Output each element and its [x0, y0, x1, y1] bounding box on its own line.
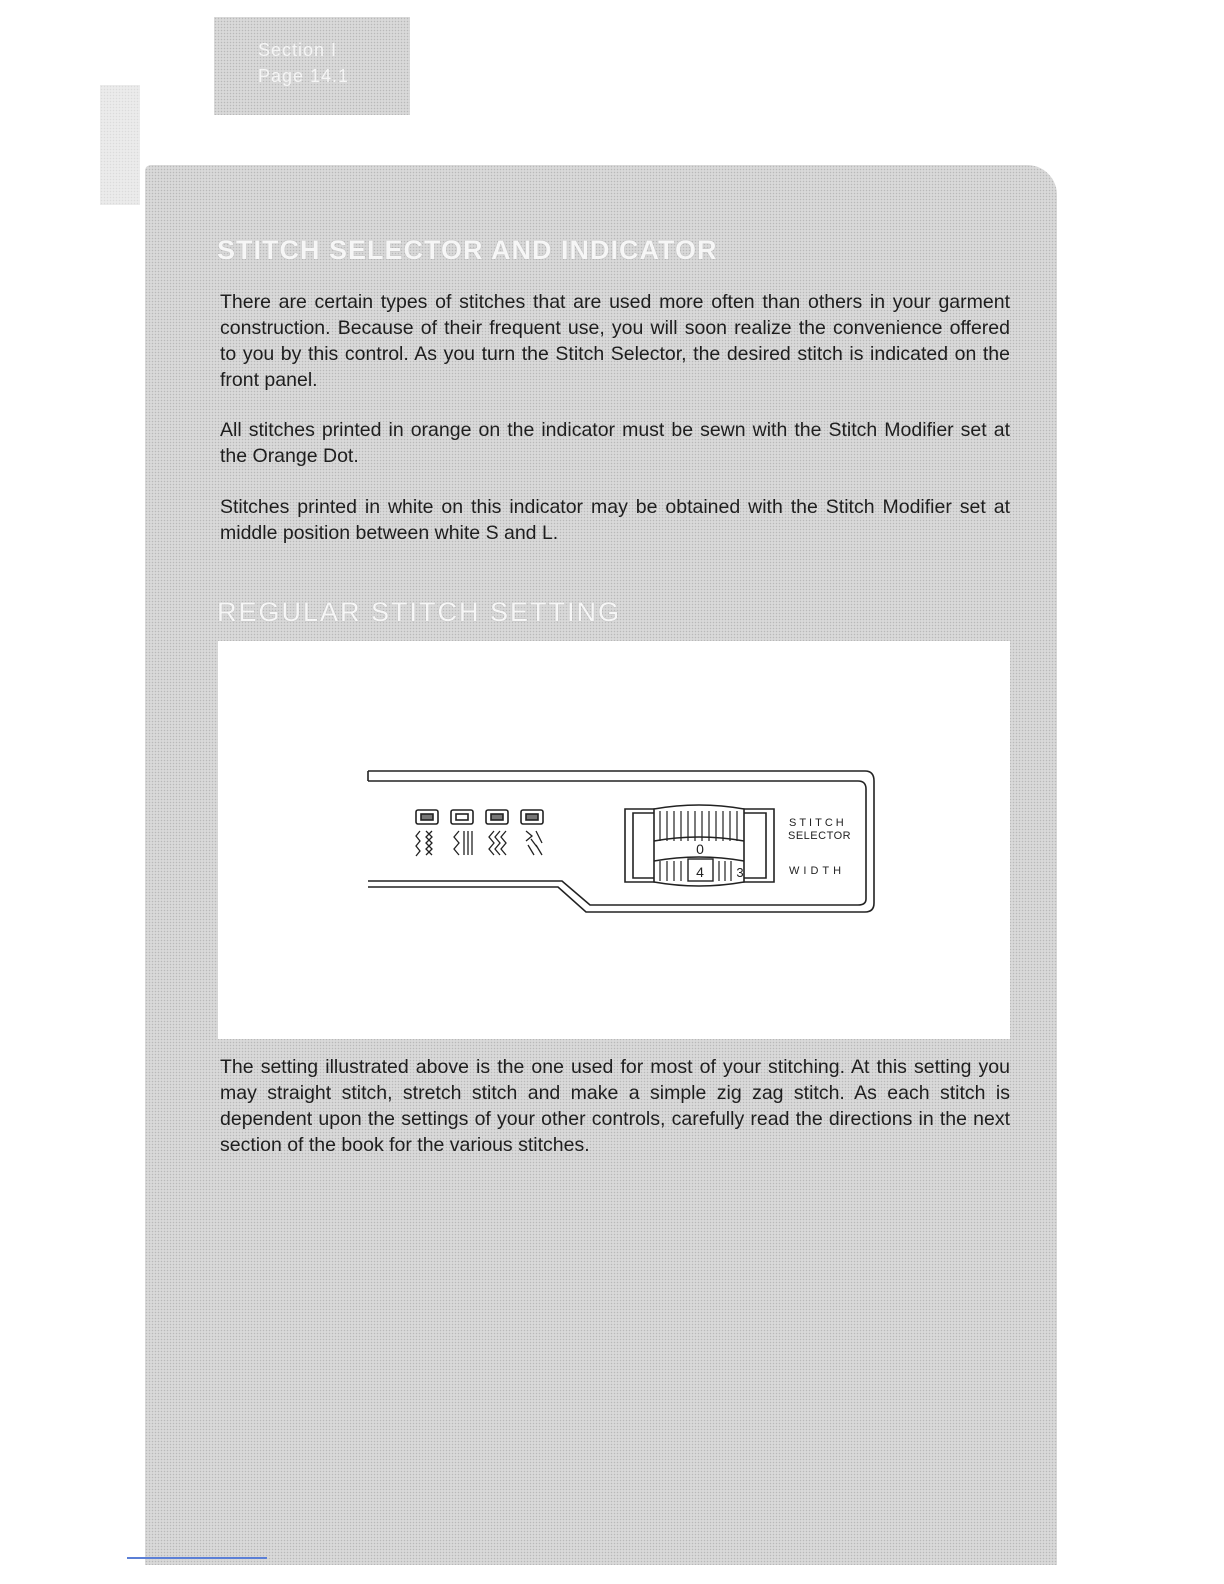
- heading-regular-setting: REGULAR STITCH SETTING: [217, 597, 622, 627]
- orange-stitch-paragraph: All stitches printed in orange on the indicator must be sewn with the Stitch Modifier set at the Orange Dot.: [220, 419, 1010, 467]
- label-width: WIDTH: [789, 865, 846, 877]
- white-stitch-paragraph: Stitches printed in white on this indicator may be obtained with the Stitch Modifier set at middle position between white S and L.: [220, 496, 1010, 544]
- section-label: Section I: [258, 40, 338, 60]
- stitch-symbols: [416, 831, 542, 856]
- control-panel-illustration: [218, 641, 1010, 1039]
- label-selector: SELECTOR: [788, 830, 852, 842]
- intro-paragraph: There are certain types of stitches that are used more often than others in your garment construction. Because of their frequent use, you will soon realize the convenience offered to you by this control. As you turn the Stitch Selector, the desired stitch is indicated on the front panel.: [220, 291, 1010, 391]
- main-panel: [145, 165, 1057, 1565]
- page-label: Page 14.1: [258, 66, 350, 86]
- footer-rule: [127, 1557, 267, 1559]
- stitch-indicator-windows: [416, 810, 543, 824]
- dial-value-top: 0: [696, 841, 704, 857]
- dial-value-left: 4: [696, 864, 704, 880]
- illustration-box: [218, 641, 1010, 1039]
- margin-speckle: [100, 85, 140, 205]
- heading-stitch-selector: STITCH SELECTOR AND INDICATOR: [217, 235, 718, 265]
- label-stitch: STITCH: [789, 817, 847, 829]
- section-tab: [214, 17, 410, 115]
- dial-value-right: 3: [736, 865, 744, 880]
- setting-paragraph: The setting illustrated above is the one used for most of your stitching. At this setting you may straight stitch, stretch stitch and make a simple zig zag stitch. As each stitch is dependent upon the settings of your other controls, carefully read the directions in the next section of the book for the various stitches.: [220, 1056, 1010, 1156]
